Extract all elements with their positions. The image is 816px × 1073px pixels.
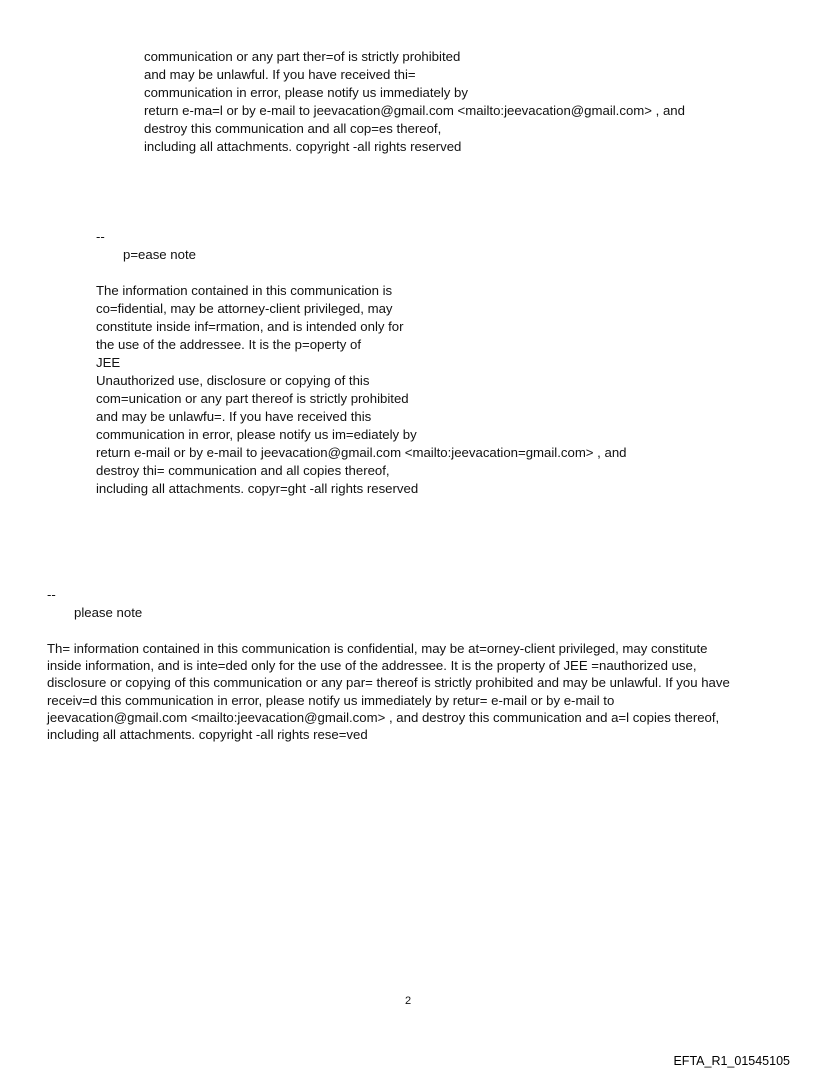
text-line: destroy thi= communication and all copies thereof, — [96, 463, 390, 478]
text-line: com=unication or any part thereof is strictly prohibited — [96, 391, 409, 406]
text-line: inside information, and is inte=ded only for the use of the addressee. It is the property of JEE =nauthorized use, — [47, 658, 697, 674]
text-line: constitute inside inf=rmation, and is intended only for — [96, 319, 404, 334]
text-line: communication in error, please notify us im=ediately by — [96, 427, 417, 442]
text-line: co=fidential, may be attorney-client privileged, may — [96, 301, 393, 316]
disclaimer-paragraph — [47, 640, 765, 743]
text-line: including all attachments. copyright -all rights rese=ved — [47, 727, 368, 743]
block-heading: please note — [74, 605, 143, 620]
separator: -- — [47, 587, 56, 602]
text-line: JEE — [96, 355, 121, 370]
text-line: and may be unlawfu=. If you have received this — [96, 409, 372, 424]
document-id-footer: EFTA_R1_01545105 — [673, 1054, 790, 1068]
separator: -- — [96, 229, 105, 244]
text-line: receiv=d this communication in error, please notify us immediately by retur= e-mail or by e-mail to — [47, 692, 615, 708]
page-number: 2 — [404, 995, 412, 1007]
text-line: communication or any part ther=of is strictly prohibited — [144, 49, 461, 64]
block-heading: p=ease note — [123, 247, 196, 262]
text-line: communication in error, please notify us immediately by — [144, 85, 468, 100]
text-line: return e-ma=l or by e-mail to jeevacation@gmail.com <mailto:jeevacation@gmail.com> , and — [144, 103, 685, 118]
text-line: Unauthorized use, disclosure or copying of this — [96, 373, 370, 388]
text-line: and may be unlawful. If you have received thi= — [144, 67, 416, 82]
text-line: Th= information contained in this communication is confidential, may be at=orney-client privileged, may constitute — [47, 641, 708, 656]
text-line: The information contained in this communication is — [96, 283, 393, 298]
text-line: jeevacation@gmail.com <mailto:jeevacation@gmail.com> , and destroy this communication and a=l copies thereof, — [47, 709, 720, 725]
text-line: destroy this communication and all cop=es thereof, — [144, 121, 442, 136]
text-line: return e-mail or by e-mail to jeevacation@gmail.com <mailto:jeevacation=gmail.com> , and — [96, 445, 627, 460]
text-line: including all attachments. copyr=ght -all rights reserved — [96, 481, 419, 496]
text-line: including all attachments. copyright -all rights reserved — [144, 139, 462, 154]
text-line: the use of the addressee. It is the p=operty of — [96, 337, 362, 352]
text-line: disclosure or copying of this communication or any par= thereof is strictly prohibited and may be unlawful. If you have — [47, 675, 730, 691]
